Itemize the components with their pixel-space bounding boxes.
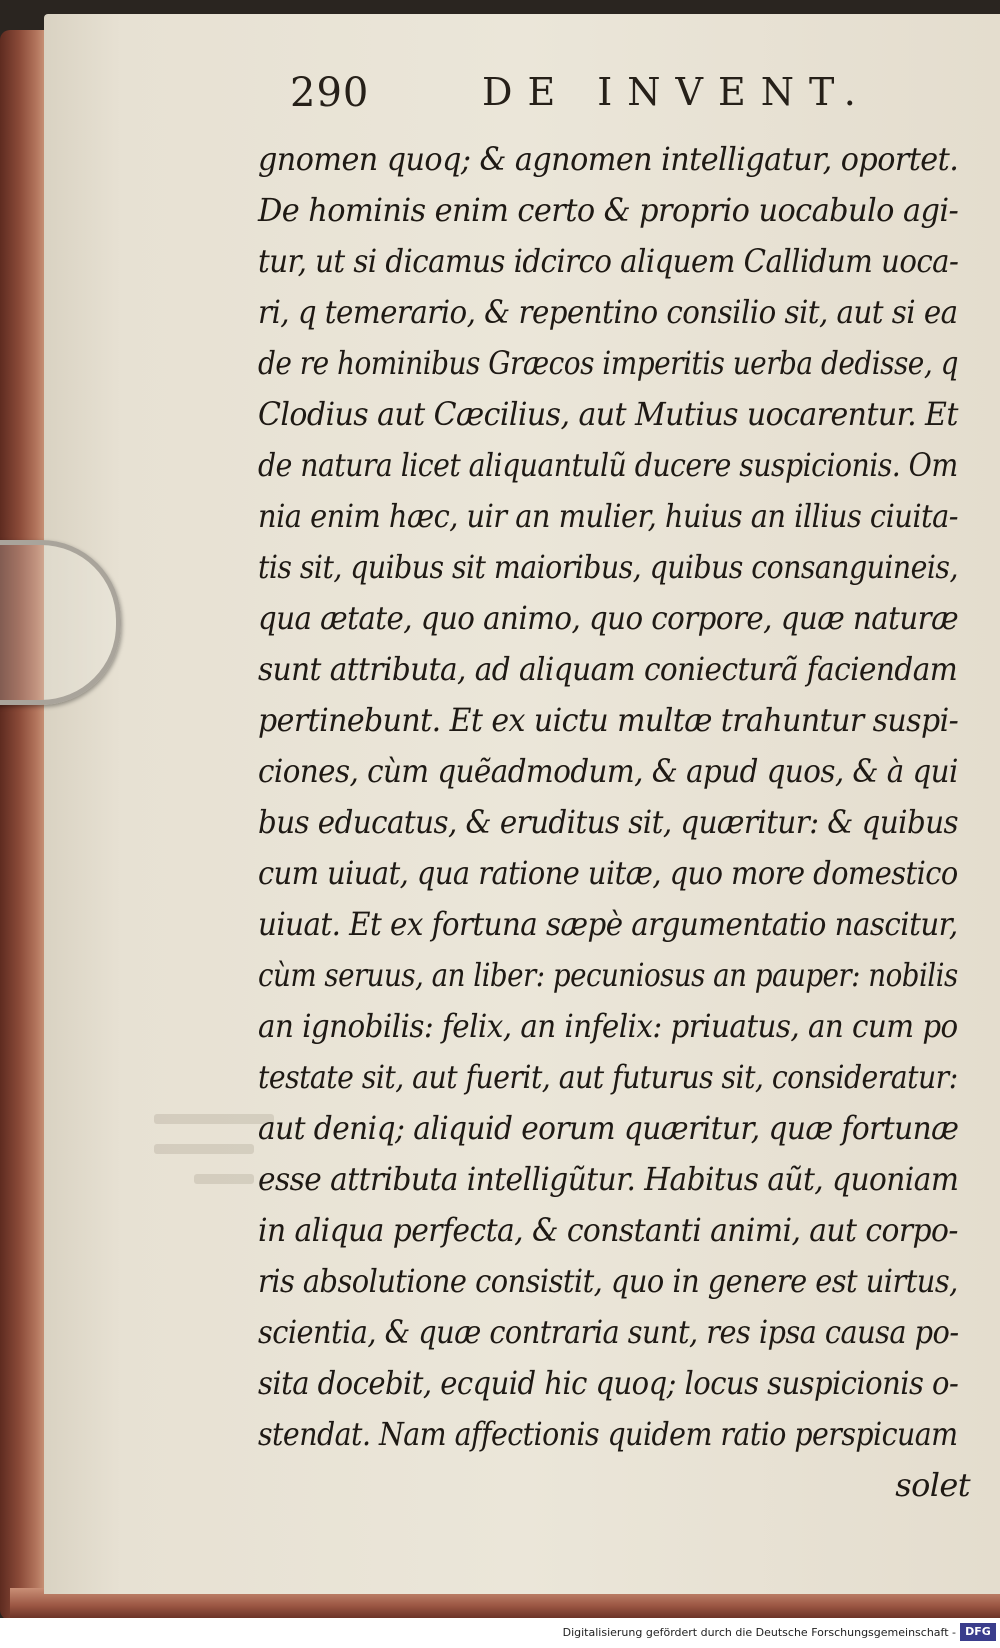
text-line: sunt attributa, ad aliquam coniecturã faciendam [258,650,958,688]
digitization-footer [0,1618,1000,1648]
text-line: pertinebunt. Et ex uictu multæ trahuntur suspi- [258,701,959,739]
text-line: tis sit, quibus sit maioribus, quibus consanguineis, [258,548,958,586]
book-fore-edge [0,30,48,1620]
show-through-mark [194,1174,254,1184]
page-number: 290 [290,70,370,116]
text-line: in aliqua perfecta, & constanti animi, aut corpo- [258,1211,958,1249]
text-line: qua ætate, quo animo, quo corpore, quæ naturæ [258,599,959,637]
text-line: scientia, & quæ contraria sunt, res ipsa causa po- [258,1313,959,1351]
text-line: Clodius aut Cæcilius, aut Mutius uocarentur. Et [258,395,958,433]
text-line: nia enim hæc, uir an mulier, huius an illius ciuita- [258,497,959,535]
text-line: ri, q temerario, & repentino consilio sit, aut si ea [258,293,958,331]
text-line: uiuat. Et ex fortuna sæpè argumentatio nascitur, [258,905,958,943]
catchword: solet [895,1466,970,1504]
text-line: tur, ut si dicamus idcirco aliquem Callidum uoca- [258,242,959,280]
text-line: de natura licet aliquantulũ ducere suspicionis. Om [258,446,958,484]
text-line: aut deniq; aliquid eorum quæritur, quæ fortunæ [258,1109,959,1147]
show-through-mark [154,1144,254,1154]
dfg-logo: DFG [960,1623,996,1641]
show-through-mark [154,1114,274,1124]
text-line: sita docebit, ecquid hic quoq; locus suspicionis o- [258,1364,959,1402]
text-line: esse attributa intelligũtur. Habitus aũt, quoniam [258,1160,959,1198]
text-line: ciones, cùm quẽadmodum, & apud quos, & à qui [258,752,958,790]
text-line: bus educatus, & eruditus sit, quæritur: & quibus [258,803,959,841]
text-line: an ignobilis: felix, an infelix: priuatus, an cum po [258,1007,958,1045]
text-line: cum uiuat, qua ratione uitæ, quo more domestico [258,854,958,892]
footer-credit: Digitalisierung gefördert durch die Deutsche Forschungsgemeinschaft - [562,1626,956,1639]
running-head: DE INVENT. [482,70,871,114]
text-line: gnomen quoq; & agnomen intelligatur, oportet. [258,140,959,178]
text-line: De hominis enim certo & proprio uocabulo agi- [258,191,959,229]
text-line: testate sit, aut fuerit, aut futurus sit, consideratur: [258,1058,958,1096]
page-header [0,70,1000,130]
body-text [258,134,970,1511]
text-line: de re hominibus Græcos imperitis uerba dedisse, q [258,344,958,382]
text-line: stendat. Nam affectionis quidem ratio perspicuam [258,1415,958,1453]
text-line: ris absolutione consistit, quo in genere est uirtus, [258,1262,958,1300]
text-line: cùm seruus, an liber: pecuniosus an pauper: nobilis [258,956,958,994]
